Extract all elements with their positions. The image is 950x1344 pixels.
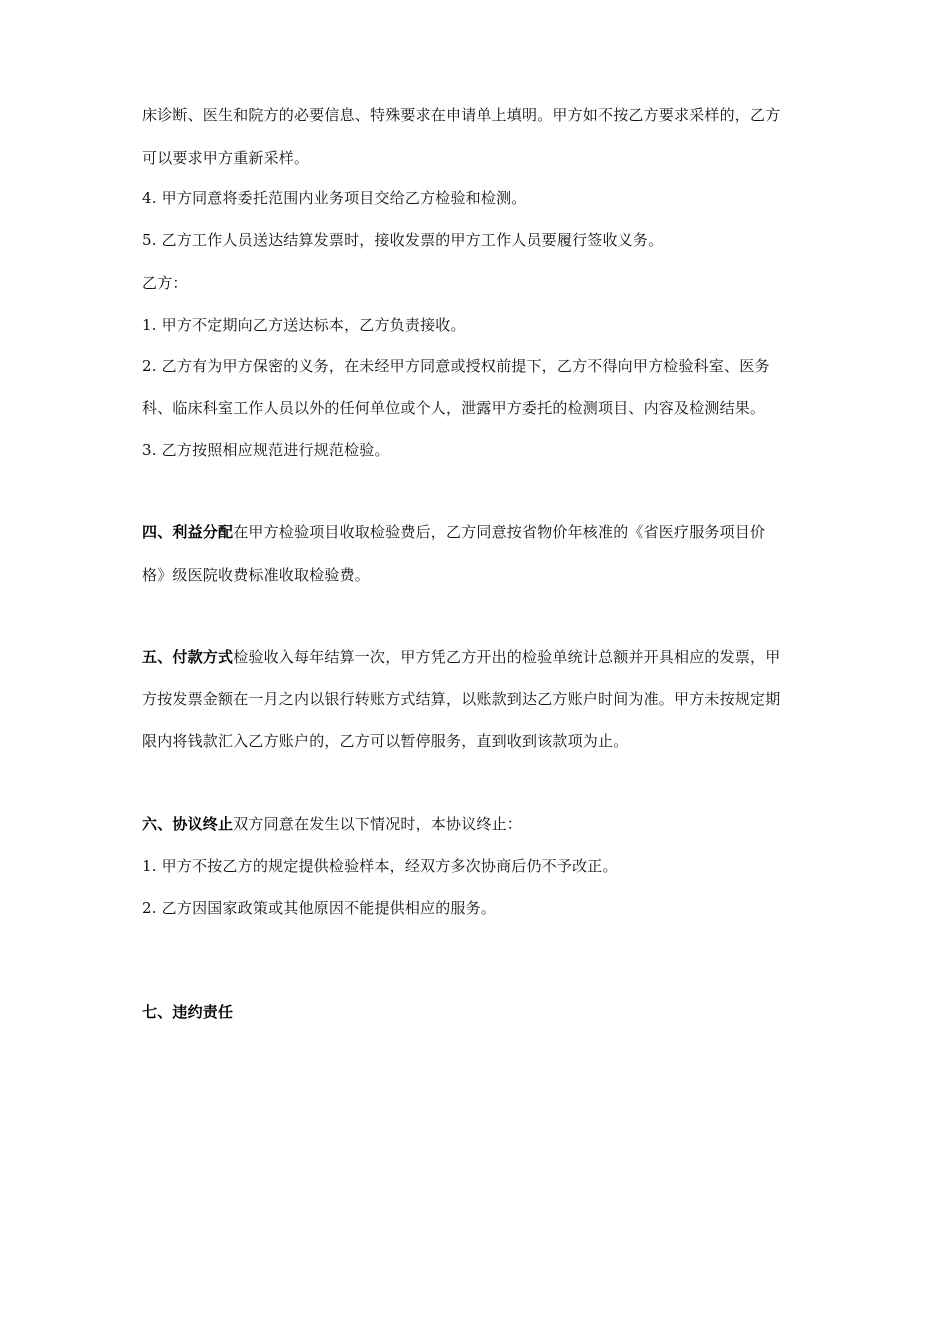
section-5-line-1	[142, 647, 822, 667]
section-heading: 四、利益分配	[142, 523, 234, 541]
paragraph-line: 可以要求甲方重新采样。	[142, 149, 310, 167]
list-item: 2. 乙方因国家政策或其他原因不能提供相应的服务。	[142, 899, 497, 917]
section-heading: 六、协议终止	[142, 815, 234, 833]
section-4-line-1	[142, 522, 822, 542]
list-item: 4. 甲方同意将委托范围内业务项目交给乙方检验和检测。	[142, 189, 527, 207]
section-heading: 七、违约责任	[142, 1003, 234, 1021]
list-item: 1. 甲方不定期向乙方送达标本，乙方负责接收。	[142, 316, 466, 334]
paragraph-line: 床诊断、医生和院方的必要信息、特殊要求在申请单上填明。甲方如不按乙方要求采样的，乙方	[142, 106, 781, 124]
list-item: 2. 乙方有为甲方保密的义务，在未经甲方同意或授权前提下，乙方不得向甲方检验科室、医务	[142, 357, 770, 375]
paragraph-line: 格》级医院收费标准收取检验费。	[142, 566, 371, 584]
list-item: 5. 乙方工作人员送达结算发票时，接收发票的甲方工作人员要履行签收义务。	[142, 231, 664, 249]
section-text: 检验收入每年结算一次，甲方凭乙方开出的检验单统计总额并开具相应的发票，甲	[233, 648, 781, 666]
section-text: 在甲方检验项目收取检验费后，乙方同意按省物价年核准的《省医疗服务项目价	[233, 523, 766, 541]
section-text: 双方同意在发生以下情况时，本协议终止：	[233, 815, 523, 833]
paragraph-line: 方按发票金额在一月之内以银行转账方式结算，以账款到达乙方账户时间为准。甲方未按规定期	[142, 690, 781, 708]
paragraph-line: 科、临床科室工作人员以外的任何单位或个人，泄露甲方委托的检测项目、内容及检测结果。	[142, 399, 766, 417]
paragraph-line: 限内将钱款汇入乙方账户的，乙方可以暂停服务，直到收到该款项为止。	[142, 732, 629, 750]
list-item: 1. 甲方不按乙方的规定提供检验样本，经双方多次协商后仍不予改正。	[142, 857, 618, 875]
party-label: 乙方：	[142, 274, 188, 292]
list-item: 3. 乙方按照相应规范进行规范检验。	[142, 441, 390, 459]
section-heading: 五、付款方式	[142, 648, 234, 666]
section-6-line-1	[142, 814, 822, 834]
